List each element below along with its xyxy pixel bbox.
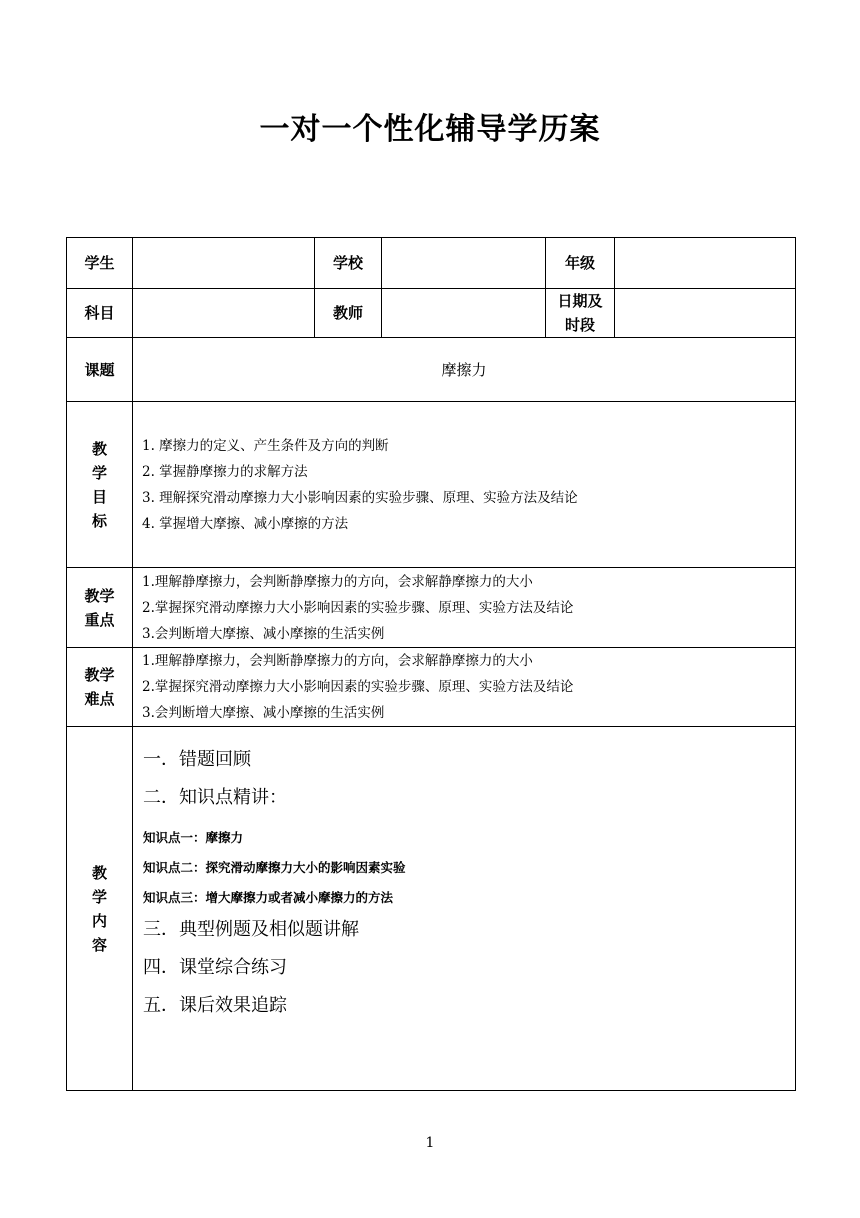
teacher-label: 教师 <box>315 289 382 338</box>
page-number: 1 <box>425 1135 435 1151</box>
date-label-line2: 时段 <box>564 316 595 334</box>
goals-list <box>133 402 796 568</box>
content-row <box>67 727 796 1091</box>
date-label-line1: 日期及 <box>557 292 603 310</box>
goal-item: 1. 摩擦力的定义、产生条件及方向的判断 <box>142 437 389 454</box>
content-label-char: 学 <box>91 887 107 906</box>
difficulties-row <box>67 648 796 727</box>
key-point-item: 2.掌握探究滑动摩擦力大小影响因素的实验步骤、原理、实验方法及结论 <box>142 599 574 616</box>
content-label-char: 容 <box>91 935 107 954</box>
goals-label-char: 教 <box>91 439 107 458</box>
topic-row <box>67 338 796 402</box>
content-label-char: 教 <box>91 863 107 882</box>
goal-item: 3. 理解探究滑动摩擦力大小影响因素的实验步骤、原理、实验方法及结论 <box>142 489 578 506</box>
goals-label-char: 目 <box>91 487 107 506</box>
date-label <box>546 289 615 338</box>
difficulty-item: 3.会判断增大摩擦、减小摩擦的生活实例 <box>142 705 385 721</box>
difficulty-item: 1.理解静摩擦力，会判断静摩擦力的方向，会求解静摩擦力的大小 <box>142 653 533 669</box>
knowledge-points <box>143 823 795 913</box>
goals-row <box>67 402 796 568</box>
key-point-item: 3.会判断增大摩擦、减小摩擦的生活实例 <box>142 625 385 642</box>
topic-value: 摩擦力 <box>133 338 796 402</box>
section-heading: 三．典型例题及相似题讲解 <box>143 919 359 940</box>
content-label-char: 内 <box>91 911 107 930</box>
key-points-label-line: 教学 <box>84 586 115 605</box>
header-row-1 <box>67 238 796 289</box>
document-title: 一对一个性化辅导学历案 <box>259 112 601 147</box>
key-points-row <box>67 568 796 648</box>
knowledge-point: 知识点三：增大摩擦力或者减小摩擦力的方法 <box>143 890 394 905</box>
grade-label: 年级 <box>546 238 615 289</box>
lesson-plan-table <box>66 237 796 1091</box>
header-row-2 <box>67 289 796 338</box>
subject-label: 科目 <box>67 289 133 338</box>
teacher-field[interactable] <box>382 289 546 338</box>
section-heading: 五．课后效果追踪 <box>143 995 287 1016</box>
key-points-label-line: 重点 <box>84 610 115 629</box>
goal-item: 4. 掌握增大摩擦、减小摩擦的方法 <box>142 515 349 532</box>
content-label <box>67 727 133 1091</box>
topic-label: 课题 <box>67 338 133 402</box>
subject-field[interactable] <box>133 289 315 338</box>
section-heading: 二．知识点精讲： <box>143 787 287 808</box>
knowledge-point: 知识点一：摩擦力 <box>143 830 244 845</box>
goal-item: 2. 掌握静摩擦力的求解方法 <box>142 463 308 480</box>
school-field[interactable] <box>382 238 546 289</box>
goals-label <box>67 402 133 568</box>
date-field[interactable] <box>615 289 796 338</box>
difficulty-item: 2.掌握探究滑动摩擦力大小影响因素的实验步骤、原理、实验方法及结论 <box>142 679 574 695</box>
knowledge-point: 知识点二：探究滑动摩擦力大小的影响因素实验 <box>143 860 406 875</box>
goals-label-char: 学 <box>91 463 107 482</box>
section-heading: 一．错题回顾 <box>143 749 251 770</box>
student-field[interactable] <box>133 238 315 289</box>
student-label: 学生 <box>67 238 133 289</box>
difficulties-label-line: 难点 <box>84 690 115 708</box>
grade-field[interactable] <box>615 238 796 289</box>
key-points-label <box>67 568 133 648</box>
key-points-list <box>133 568 796 648</box>
key-point-item: 1.理解静摩擦力，会判断静摩擦力的方向，会求解静摩擦力的大小 <box>142 573 533 590</box>
school-label: 学校 <box>315 238 382 289</box>
difficulties-label <box>67 648 133 727</box>
goals-label-char: 标 <box>91 511 107 530</box>
content-cell <box>133 727 796 1091</box>
difficulties-label-line: 教学 <box>84 666 115 684</box>
difficulties-list <box>133 648 796 727</box>
section-heading: 四．课堂综合练习 <box>143 957 287 978</box>
